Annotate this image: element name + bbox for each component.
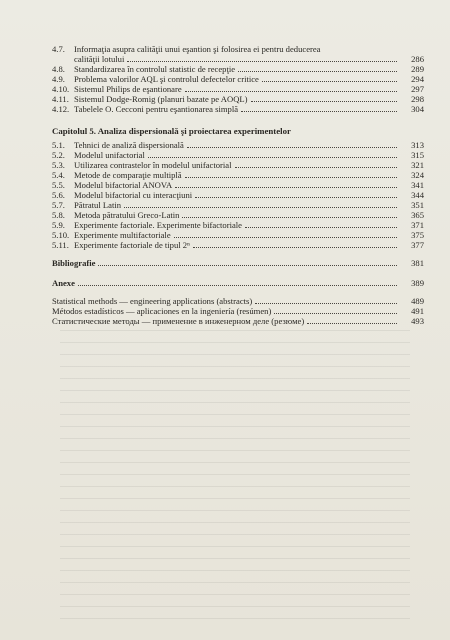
page-number: 489 <box>411 296 424 306</box>
toc-entry-5-5 <box>52 180 424 190</box>
toc-entry-abstracts-es <box>52 306 424 316</box>
entry-number: 5.1. <box>52 140 65 150</box>
entry-title: Experimente factoriale. Experimente bifactoriale <box>74 220 242 230</box>
page-number: 289 <box>411 64 424 74</box>
entry-number: 4.8. <box>52 64 65 74</box>
leader-dots <box>98 265 397 266</box>
entry-number: 5.5. <box>52 180 65 190</box>
page-number: 389 <box>411 278 424 288</box>
entry-title: Informaţia asupra calităţii unui eşantion şi folosirea ei pentru deducerea <box>74 44 321 54</box>
toc-entry-4-12 <box>52 104 424 114</box>
page-number: 351 <box>411 200 424 210</box>
leader-dots <box>251 101 397 102</box>
toc-entry-5-9 <box>52 220 424 230</box>
entry-number: 4.10. <box>52 84 70 94</box>
leader-dots <box>195 197 397 198</box>
toc-entry-4-9 <box>52 74 424 84</box>
toc-entry-4-10 <box>52 84 424 94</box>
entry-title: Modelul unifactorial <box>74 150 145 160</box>
entry-number: 5.10. <box>52 230 70 240</box>
leader-dots <box>307 323 397 324</box>
entry-title: Metoda pătratului Greco-Latin <box>74 210 180 220</box>
toc-entry-5-3 <box>52 160 424 170</box>
entry-title: Utilizarea contrastelor în modelul unifactorial <box>74 160 232 170</box>
toc-entry-abstracts-ru <box>52 316 424 326</box>
entry-title: Metode de comparaţie multiplă <box>74 170 182 180</box>
leader-dots <box>241 111 397 112</box>
toc-entry-bibliography <box>52 258 424 268</box>
leader-dots <box>185 177 397 178</box>
entry-title: Tabelele O. Cecconi pentru eşantionarea simplă <box>74 104 239 114</box>
page-number: 491 <box>411 306 424 316</box>
leader-dots <box>174 237 397 238</box>
entry-number: 4.12. <box>52 104 70 114</box>
toc-entry-4-7-cont <box>52 54 424 64</box>
page-number: 304 <box>411 104 424 114</box>
page-number: 381 <box>411 258 424 268</box>
leader-dots <box>235 167 398 168</box>
leader-dots <box>127 61 397 62</box>
toc-entry-annexes <box>52 278 424 288</box>
leader-dots <box>124 207 397 208</box>
toc-entry-5-2 <box>52 150 424 160</box>
entry-title: Sistemul Philips de eşantionare <box>74 84 182 94</box>
entry-number: 4.7. <box>52 44 65 54</box>
leader-dots <box>245 227 397 228</box>
leader-dots <box>262 81 397 82</box>
leader-dots <box>175 187 397 188</box>
entry-number: 5.9. <box>52 220 65 230</box>
entry-title: Statistical methods — engineering applications (abstracts) <box>52 296 253 306</box>
page-number: 298 <box>411 94 424 104</box>
entry-title: Modelul bifactorial cu interacţiuni <box>74 190 193 200</box>
toc-entry-5-7 <box>52 200 424 210</box>
entry-number: 5.8. <box>52 210 65 220</box>
leader-dots <box>238 71 397 72</box>
entry-title: Статистические методы — применение в инженерном деле (резюме) <box>52 316 305 326</box>
entry-title: Bibliografie <box>52 258 96 268</box>
entry-title-cont: calităţii lotului <box>74 54 125 64</box>
toc-entry-4-8 <box>52 64 424 74</box>
entry-number: 4.11. <box>52 94 69 104</box>
entry-number: 5.4. <box>52 170 65 180</box>
entry-number: 5.7. <box>52 200 65 210</box>
page-number: 365 <box>411 210 424 220</box>
page-number: 297 <box>411 84 424 94</box>
entry-title: Tehnici de analiză dispersională <box>74 140 184 150</box>
page-number: 493 <box>411 316 424 326</box>
page-number: 286 <box>411 54 424 64</box>
leader-dots <box>148 157 397 158</box>
chapter-5-list <box>52 140 424 250</box>
page-number: 375 <box>411 230 424 240</box>
entry-title: Problema valorilor AQL şi controlul defectelor critice <box>74 74 259 84</box>
leader-dots <box>193 247 397 248</box>
show-through-text <box>60 330 410 630</box>
page-number: 371 <box>411 220 424 230</box>
entry-title: Standardizarea în controlul statistic de recepţie <box>74 64 236 74</box>
entry-title: Experimente factoriale de tipul 2ⁿ <box>74 240 190 250</box>
page-number: 321 <box>411 160 424 170</box>
toc-entry-5-8 <box>52 210 424 220</box>
entry-title: Experimente multifactoriale <box>74 230 171 240</box>
page-number: 344 <box>411 190 424 200</box>
chapter-heading: Capitolul 5. Analiza dispersională şi proiectarea experimentelor <box>52 126 291 136</box>
toc-entry-4-7 <box>52 44 424 54</box>
entry-title: Sistemul Dodge-Romig (planuri bazate pe AOQL) <box>74 94 248 104</box>
toc-entry-5-11 <box>52 240 424 250</box>
entry-number: 5.11. <box>52 240 69 250</box>
table-of-contents <box>52 44 424 326</box>
page-number: 294 <box>411 74 424 84</box>
page-number: 313 <box>411 140 424 150</box>
toc-entry-5-6 <box>52 190 424 200</box>
entry-number: 5.3. <box>52 160 65 170</box>
entry-title: Anexe <box>52 278 75 288</box>
entry-number: 5.2. <box>52 150 65 160</box>
leader-dots <box>255 303 397 304</box>
leader-dots <box>274 313 397 314</box>
entry-title: Pătratul Latin <box>74 200 122 210</box>
entry-title: Métodos estadísticos — aplicaciones en la ingeniería (resúmen) <box>52 306 272 316</box>
toc-entry-5-1 <box>52 140 424 150</box>
entry-number: 5.6. <box>52 190 65 200</box>
toc-entry-abstracts-en <box>52 296 424 306</box>
page-number: 341 <box>411 180 424 190</box>
entry-title: Modelul bifactorial ANOVA <box>74 180 173 190</box>
page-number: 315 <box>411 150 424 160</box>
toc-entry-4-11 <box>52 94 424 104</box>
leader-dots <box>187 147 397 148</box>
toc-entry-5-10 <box>52 230 424 240</box>
leader-dots <box>182 217 397 218</box>
leader-dots <box>78 285 397 286</box>
page-number: 324 <box>411 170 424 180</box>
page-number: 377 <box>411 240 424 250</box>
toc-entry-5-4 <box>52 170 424 180</box>
entry-number: 4.9. <box>52 74 65 84</box>
leader-dots <box>185 91 397 92</box>
